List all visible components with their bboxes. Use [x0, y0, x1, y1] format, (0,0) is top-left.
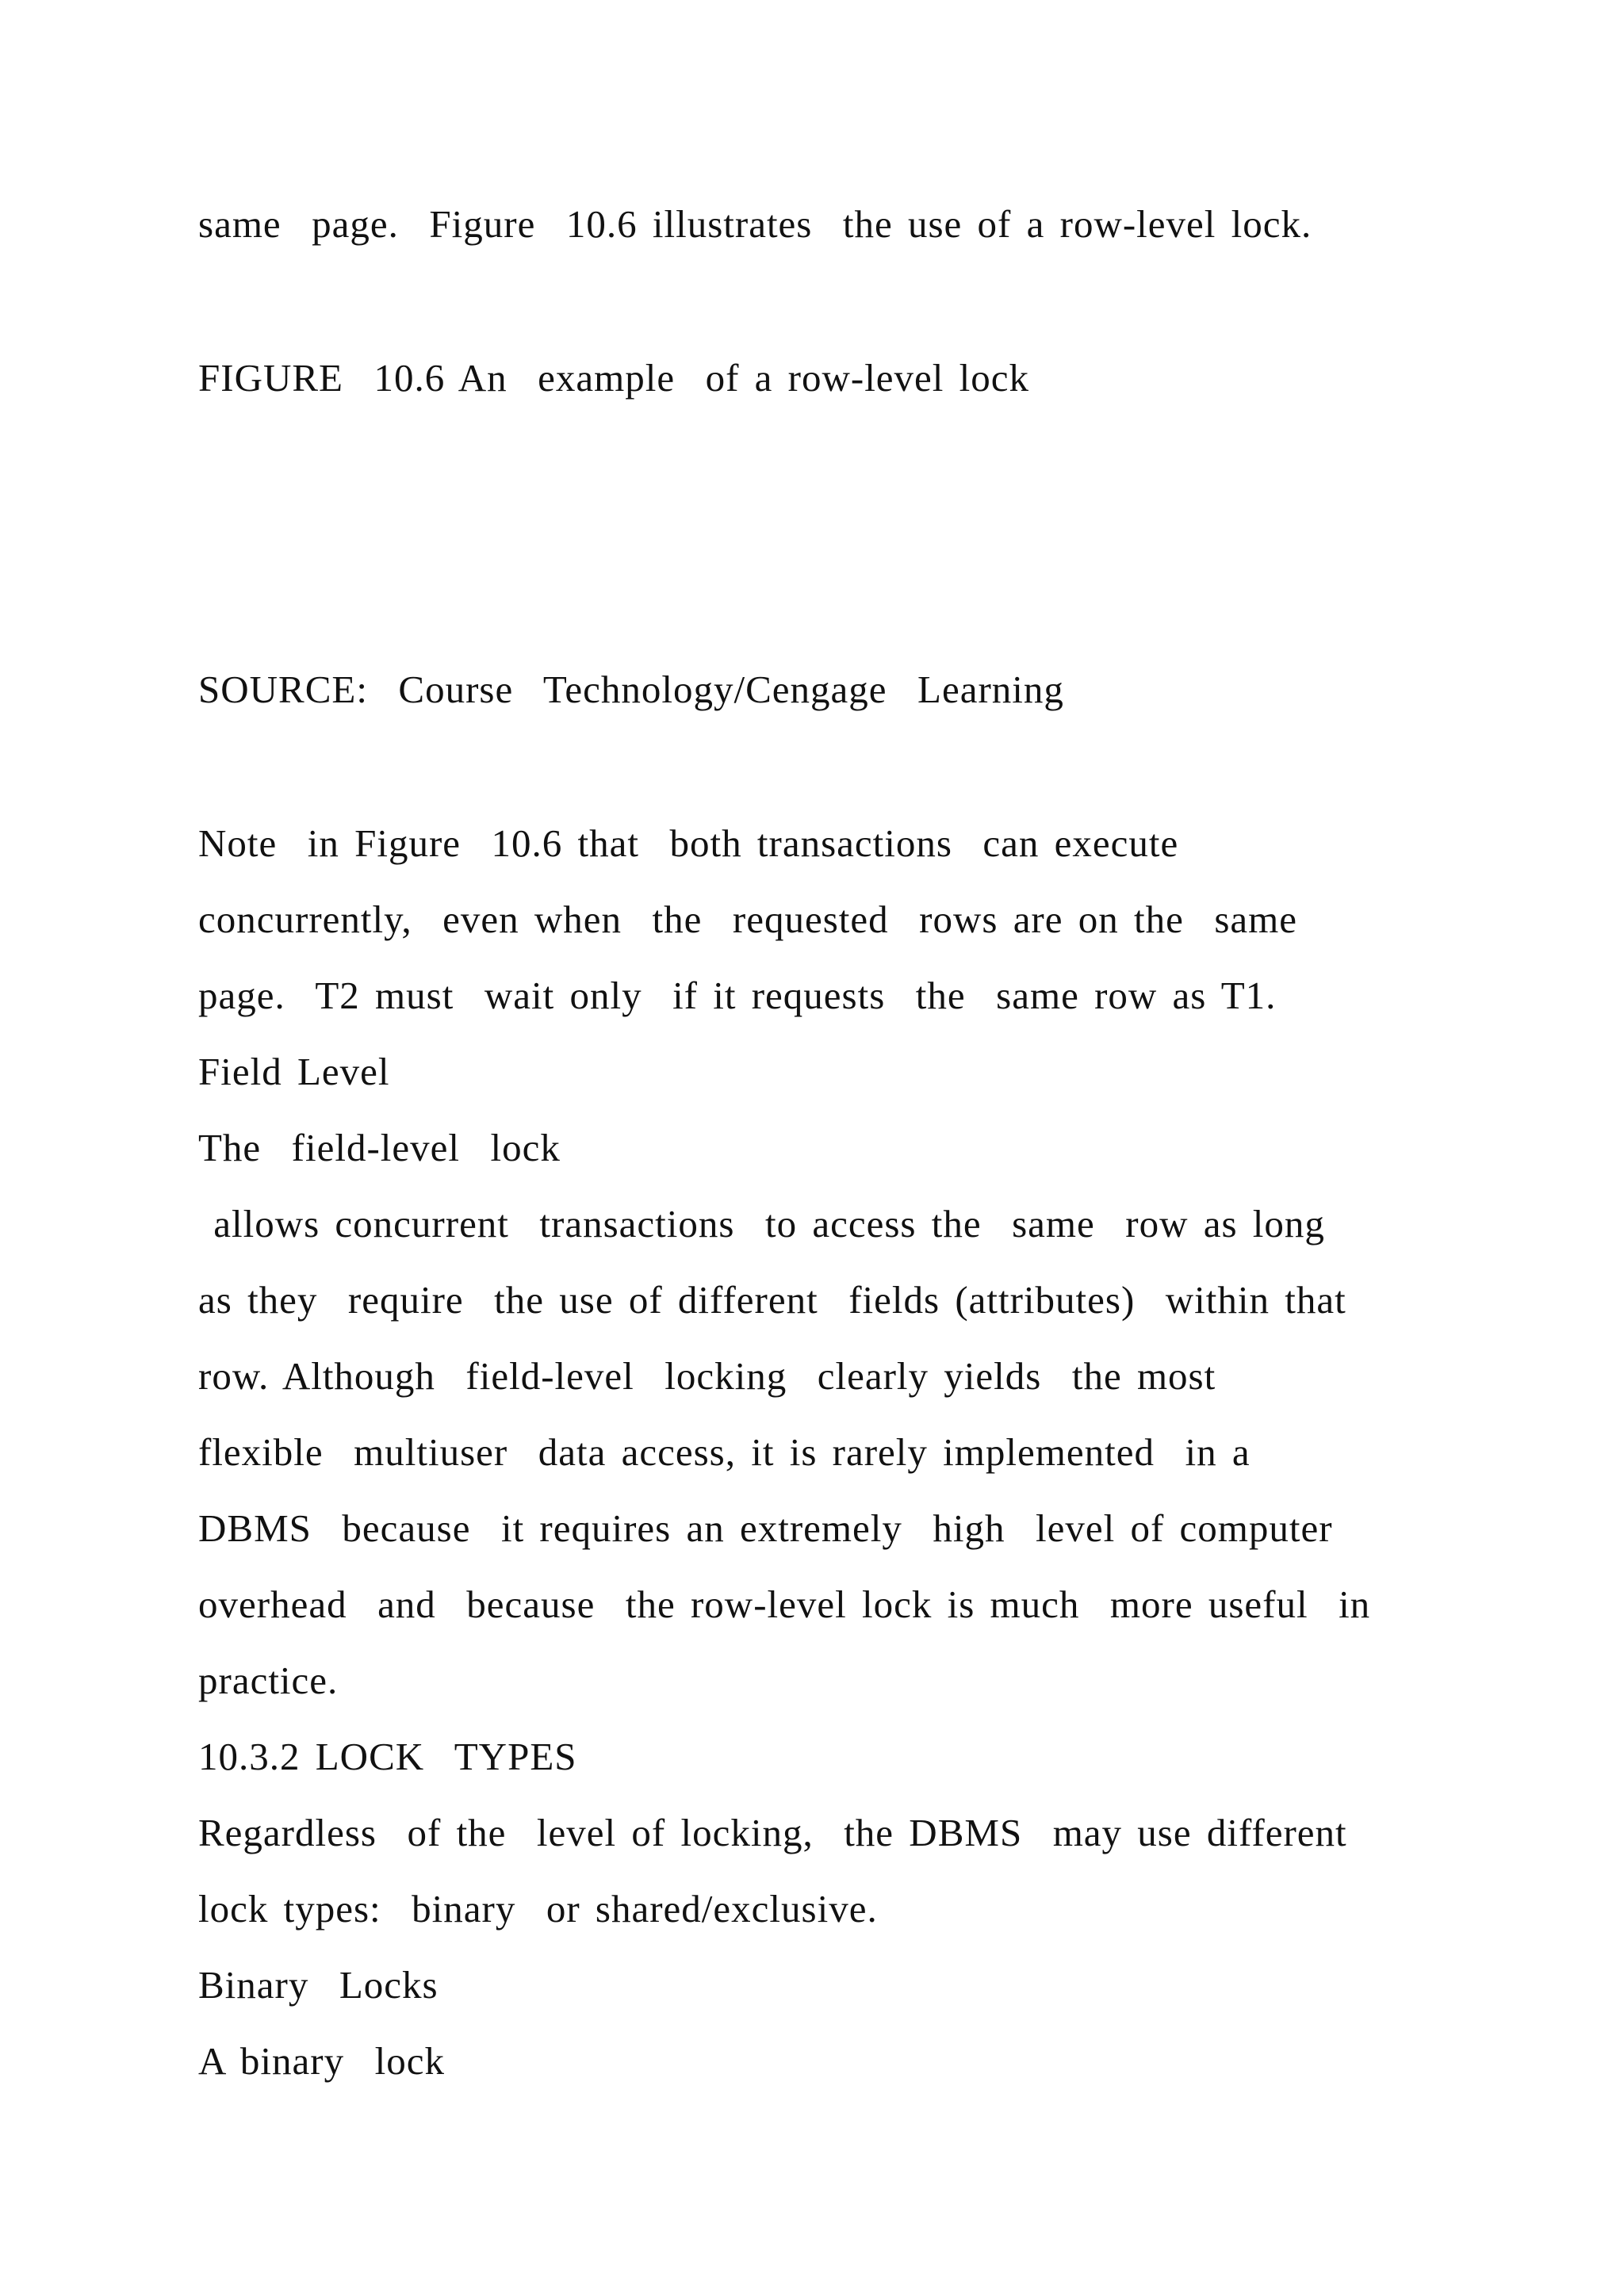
paragraph-line: overhead and because the row-level lock is much more useful in	[198, 1582, 1371, 1626]
section-heading-binary-locks: Binary Locks	[198, 1963, 439, 2007]
paragraph-line: Note in Figure 10.6 that both transactions can execute	[198, 821, 1179, 865]
paragraph-line: page. T2 must wait only if it requests the same row as T1.	[198, 974, 1277, 1017]
section-heading-field-level: Field Level	[198, 1050, 390, 1093]
paragraph-line: practice.	[198, 1659, 339, 1702]
paragraph-line: A binary lock	[198, 2039, 445, 2083]
figure-caption: FIGURE 10.6 An example of a row-level lock	[198, 356, 1030, 400]
paragraph-line: concurrently, even when the requested rows are on the same	[198, 897, 1298, 941]
paragraph-line: DBMS because it requires an extremely high level of computer	[198, 1506, 1333, 1550]
paragraph-line: as they require the use of different fields (attributes) within that	[198, 1278, 1346, 1322]
paragraph-line: lock types: binary or shared/exclusive.	[198, 1887, 878, 1931]
paragraph-line: row. Although field-level locking clearly yields the most	[198, 1354, 1216, 1398]
paragraph-line: allows concurrent transactions to access the same row as long	[198, 1202, 1325, 1246]
paragraph-line: flexible multiuser data access, it is rarely implemented in a	[198, 1430, 1251, 1474]
figure-source: SOURCE: Course Technology/Cengage Learning	[198, 668, 1064, 711]
paragraph-line: The field-level lock	[198, 1126, 561, 1169]
section-heading-lock-types: 10.3.2 LOCK TYPES	[198, 1735, 577, 1778]
text-line-intro: same page. Figure 10.6 illustrates the use of a row-level lock.	[198, 202, 1312, 246]
paragraph-line: Regardless of the level of locking, the DBMS may use different	[198, 1811, 1347, 1854]
